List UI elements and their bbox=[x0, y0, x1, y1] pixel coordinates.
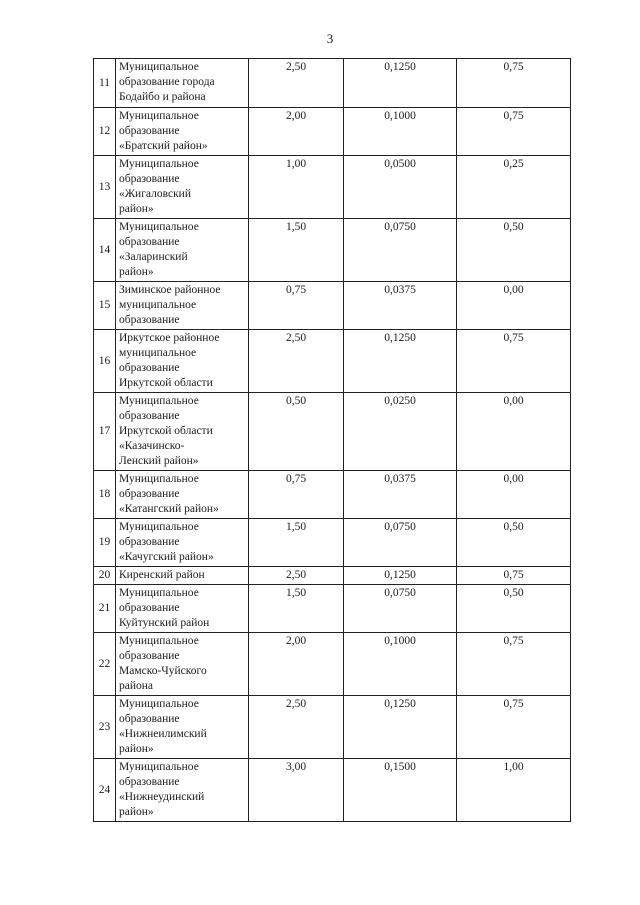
value-col-1: 1,00 bbox=[249, 156, 344, 219]
municipality-name-line: Бодайбо и района bbox=[119, 91, 206, 103]
municipality-name-line: образование bbox=[119, 536, 180, 548]
municipality-name-line: образование bbox=[119, 125, 180, 137]
municipality-name-line: Зиминское районное bbox=[119, 284, 221, 296]
row-number: 21 bbox=[94, 585, 116, 633]
municipality-name-line: Иркутской области bbox=[119, 425, 213, 437]
value-col-1: 1,50 bbox=[249, 519, 344, 567]
municipality-name bbox=[116, 156, 249, 219]
value-col-3: 0,75 bbox=[457, 633, 571, 696]
table-row bbox=[94, 585, 571, 633]
municipality-name-line: «Катангский район» bbox=[119, 503, 219, 515]
value-col-3: 0,50 bbox=[457, 519, 571, 567]
municipality-name bbox=[116, 393, 249, 471]
value-col-2: 0,0750 bbox=[344, 219, 457, 282]
value-col-3: 0,50 bbox=[457, 585, 571, 633]
table-row bbox=[94, 471, 571, 519]
municipality-name-line: Ленский район» bbox=[119, 455, 199, 467]
table-row bbox=[94, 519, 571, 567]
value-col-1: 0,75 bbox=[249, 471, 344, 519]
value-col-2: 0,0375 bbox=[344, 282, 457, 330]
value-col-3: 0,75 bbox=[457, 330, 571, 393]
municipality-name-line: образование bbox=[119, 173, 180, 185]
table-row bbox=[94, 567, 571, 585]
table-row bbox=[94, 759, 571, 822]
row-number: 12 bbox=[94, 108, 116, 156]
value-col-3: 0,75 bbox=[457, 59, 571, 108]
municipality-name bbox=[116, 219, 249, 282]
row-number: 17 bbox=[94, 393, 116, 471]
municipality-name-line: «Нижнеилимский bbox=[119, 728, 207, 740]
row-number: 23 bbox=[94, 696, 116, 759]
municipality-name bbox=[116, 759, 249, 822]
municipality-name bbox=[116, 330, 249, 393]
municipality-name bbox=[116, 59, 249, 108]
municipality-name-line: «Нижнеудинский bbox=[119, 791, 205, 803]
value-col-1: 2,00 bbox=[249, 108, 344, 156]
value-col-3: 0,00 bbox=[457, 282, 571, 330]
municipality-name-line: Куйтунский район bbox=[119, 617, 210, 629]
value-col-2: 0,0375 bbox=[344, 471, 457, 519]
municipality-name-line: Муниципальное bbox=[119, 761, 199, 773]
value-col-2: 0,1250 bbox=[344, 330, 457, 393]
value-col-2: 0,1000 bbox=[344, 108, 457, 156]
value-col-3: 0,75 bbox=[457, 108, 571, 156]
value-col-3: 1,00 bbox=[457, 759, 571, 822]
municipality-name-line: образование города bbox=[119, 76, 215, 88]
municipality-name bbox=[116, 519, 249, 567]
table-row bbox=[94, 219, 571, 282]
table-body bbox=[94, 59, 571, 822]
municipality-name-line: Муниципальное bbox=[119, 473, 199, 485]
row-number: 19 bbox=[94, 519, 116, 567]
row-number: 15 bbox=[94, 282, 116, 330]
municipality-name-line: образование bbox=[119, 314, 180, 326]
table-row bbox=[94, 108, 571, 156]
municipality-name-line: Муниципальное bbox=[119, 521, 199, 533]
municipality-name-line: «Жигаловский bbox=[119, 188, 191, 200]
municipality-name-line: Иркутское районное bbox=[119, 332, 220, 344]
municipality-name-line: образование bbox=[119, 410, 180, 422]
value-col-1: 2,50 bbox=[249, 567, 344, 585]
table-row bbox=[94, 59, 571, 108]
municipality-name bbox=[116, 585, 249, 633]
value-col-1: 1,50 bbox=[249, 219, 344, 282]
municipality-name-line: Муниципальное bbox=[119, 635, 199, 647]
value-col-1: 1,50 bbox=[249, 585, 344, 633]
value-col-2: 0,1000 bbox=[344, 633, 457, 696]
table-row bbox=[94, 696, 571, 759]
municipality-name-line: Муниципальное bbox=[119, 61, 199, 73]
value-col-2: 0,1500 bbox=[344, 759, 457, 822]
table-row bbox=[94, 156, 571, 219]
row-number: 22 bbox=[94, 633, 116, 696]
municipality-name-line: «Заларинский bbox=[119, 251, 188, 263]
municipality-name-line: «Казачинско- bbox=[119, 440, 185, 452]
municipality-name bbox=[116, 471, 249, 519]
row-number: 14 bbox=[94, 219, 116, 282]
value-col-1: 0,75 bbox=[249, 282, 344, 330]
municipality-name-line: район» bbox=[119, 203, 154, 215]
row-number: 24 bbox=[94, 759, 116, 822]
municipality-name-line: «Братский район» bbox=[119, 140, 208, 152]
municipality-name-line: образование bbox=[119, 488, 180, 500]
value-col-1: 3,00 bbox=[249, 759, 344, 822]
municipality-name-line: «Качугский район» bbox=[119, 551, 214, 563]
municipality-name-line: Муниципальное bbox=[119, 698, 199, 710]
municipality-name bbox=[116, 696, 249, 759]
municipal-table bbox=[93, 58, 571, 822]
row-number: 18 bbox=[94, 471, 116, 519]
value-col-1: 0,50 bbox=[249, 393, 344, 471]
municipality-name-line: образование bbox=[119, 713, 180, 725]
municipality-name-line: муниципальное bbox=[119, 299, 197, 311]
municipality-name-line: район» bbox=[119, 806, 154, 818]
value-col-2: 0,0250 bbox=[344, 393, 457, 471]
value-col-3: 0,25 bbox=[457, 156, 571, 219]
page-number: 3 bbox=[326, 31, 334, 46]
table-row bbox=[94, 633, 571, 696]
municipality-name-line: Муниципальное bbox=[119, 395, 199, 407]
value-col-1: 2,00 bbox=[249, 633, 344, 696]
value-col-1: 2,50 bbox=[249, 330, 344, 393]
municipality-name-line: район» bbox=[119, 743, 154, 755]
municipality-name-line: Киренский район bbox=[119, 569, 205, 581]
value-col-2: 0,1250 bbox=[344, 567, 457, 585]
municipality-name-line: Муниципальное bbox=[119, 587, 199, 599]
table-row bbox=[94, 393, 571, 471]
row-number: 13 bbox=[94, 156, 116, 219]
value-col-3: 0,50 bbox=[457, 219, 571, 282]
municipality-name-line: Муниципальное bbox=[119, 158, 199, 170]
municipality-name-line: образование bbox=[119, 362, 180, 374]
value-col-1: 2,50 bbox=[249, 696, 344, 759]
municipality-name-line: Мамско-Чуйского bbox=[119, 665, 207, 677]
municipality-name-line: образование bbox=[119, 602, 180, 614]
table-row bbox=[94, 330, 571, 393]
municipality-name-line: Муниципальное bbox=[119, 221, 199, 233]
municipality-name-line: района bbox=[119, 680, 154, 692]
value-col-2: 0,1250 bbox=[344, 696, 457, 759]
row-number: 11 bbox=[94, 59, 116, 108]
municipality-name-line: Муниципальное bbox=[119, 110, 199, 122]
value-col-3: 0,00 bbox=[457, 393, 571, 471]
municipality-name-line: муниципальное bbox=[119, 347, 197, 359]
value-col-2: 0,0750 bbox=[344, 519, 457, 567]
municipality-name-line: район» bbox=[119, 266, 154, 278]
municipality-name-line: образование bbox=[119, 776, 180, 788]
value-col-3: 0,75 bbox=[457, 696, 571, 759]
value-col-3: 0,75 bbox=[457, 567, 571, 585]
value-col-2: 0,0500 bbox=[344, 156, 457, 219]
value-col-1: 2,50 bbox=[249, 59, 344, 108]
row-number: 20 bbox=[94, 567, 116, 585]
municipality-name-line: образование bbox=[119, 236, 180, 248]
value-col-2: 0,1250 bbox=[344, 59, 457, 108]
value-col-3: 0,00 bbox=[457, 471, 571, 519]
table-row bbox=[94, 282, 571, 330]
municipality-name bbox=[116, 282, 249, 330]
municipality-name bbox=[116, 567, 249, 585]
municipality-name-line: Иркутской области bbox=[119, 377, 213, 389]
municipality-name bbox=[116, 633, 249, 696]
row-number: 16 bbox=[94, 330, 116, 393]
municipality-name bbox=[116, 108, 249, 156]
value-col-2: 0,0750 bbox=[344, 585, 457, 633]
municipality-name-line: образование bbox=[119, 650, 180, 662]
